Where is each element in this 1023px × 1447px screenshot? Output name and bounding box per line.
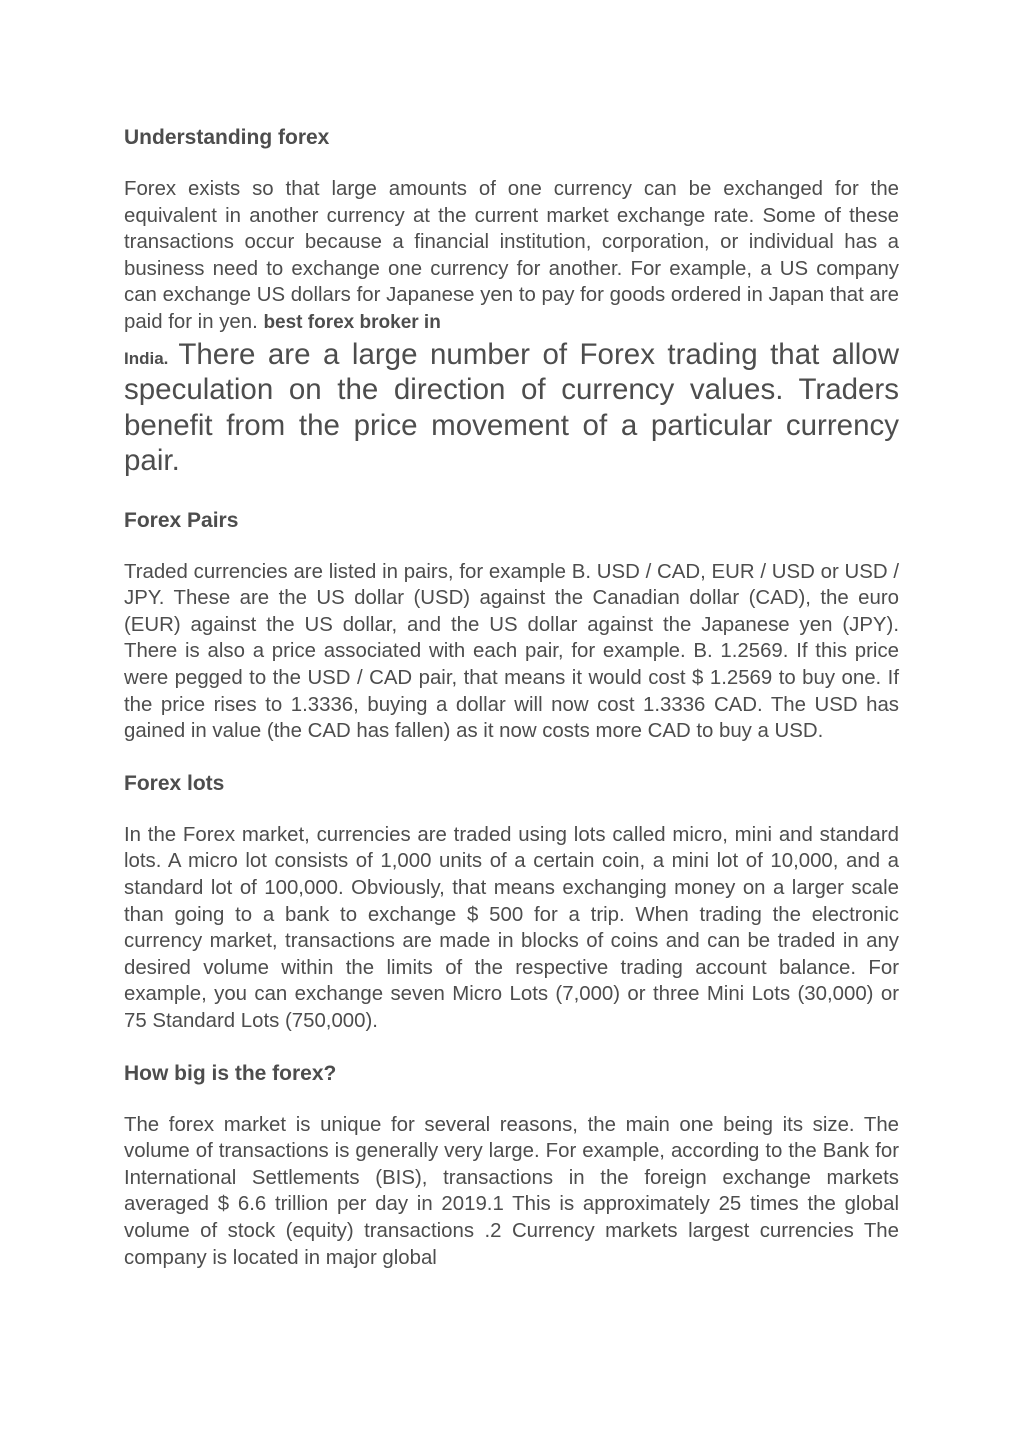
heading-forex-lots: Forex lots — [124, 771, 225, 795]
heading-understanding-forex: Understanding forex — [124, 126, 330, 149]
paragraph-understanding-forex — [124, 176, 899, 479]
heading-how-big-is-forex: How big is the forex? — [124, 1061, 337, 1085]
paragraph-how-big-is-forex: The forex market is unique for several reasons, the main one being its size. The volume of transactions is generally very large. For example, according to the Bank for International Settlements (BIS), transactions in the foreign exchange markets averaged $ 6.6 trillion per day in 2019.1 This is approximately 25 times the global volume of stock (equity) transactions .2 Currency markets largest currencies The company is located in major global — [124, 1113, 899, 1269]
paragraph-text: Forex exists so that large amounts of one currency can be exchanged for the equivalent in another currency at the current market exchange rate. Some of these transactions occur because a financial institution, corporation, or individual has a business need to exchange one currency for another. For example, a US company can exchange US dollars for Japanese yen to pay for goods ordered in Japan that are paid for in yen. — [124, 178, 899, 333]
document-body — [124, 123, 899, 1271]
paragraph-forex-lots: In the Forex market, currencies are traded using lots called micro, mini and standard lots. A micro lot consists of 1,000 units of a certain coin, a mini lot of 10,000, and a standard lot of 100,000. Obviously, that means exchanging money on a larger scale than going to a bank to exchange $ 500 for a trip. When trading the electronic currency market, transactions are made in blocks of coins and can be traded in any desired volume within the limits of the respective trading account balance. For example, you can exchange seven Micro Lots (7,000) or three Mini Lots (30,000) or 75 Standard Lots (750,000). — [124, 823, 899, 1032]
inline-link-india[interactable]: India. — [124, 348, 169, 368]
paragraph-forex-pairs: Traded currencies are listed in pairs, for example B. USD / CAD, EUR / USD or USD / JPY. These are the US dollar (USD) against the Canadian dollar (CAD), the euro (EUR) against the US dollar, and the US dollar against the Japanese yen (JPY). There is also a price associated with each pair, for example. B. 1.2569. If this price were pegged to the USD / CAD pair, that means it would cost $ 1.2569 to buy one. If the price rises to 1.3336, buying a dollar will now cost 1.3336 CAD. The USD has gained in value (the CAD has fallen) as it now costs more CAD to buy a USD. — [124, 560, 899, 743]
inline-link-best-forex-broker[interactable]: best forex broker in — [263, 311, 441, 333]
paragraph-large-text: There are a large number of Forex trading that allow speculation on the direction of currency values. Traders benefit from the price movement of a particular currency pair. — [124, 337, 899, 478]
heading-forex-pairs: Forex Pairs — [124, 508, 239, 532]
